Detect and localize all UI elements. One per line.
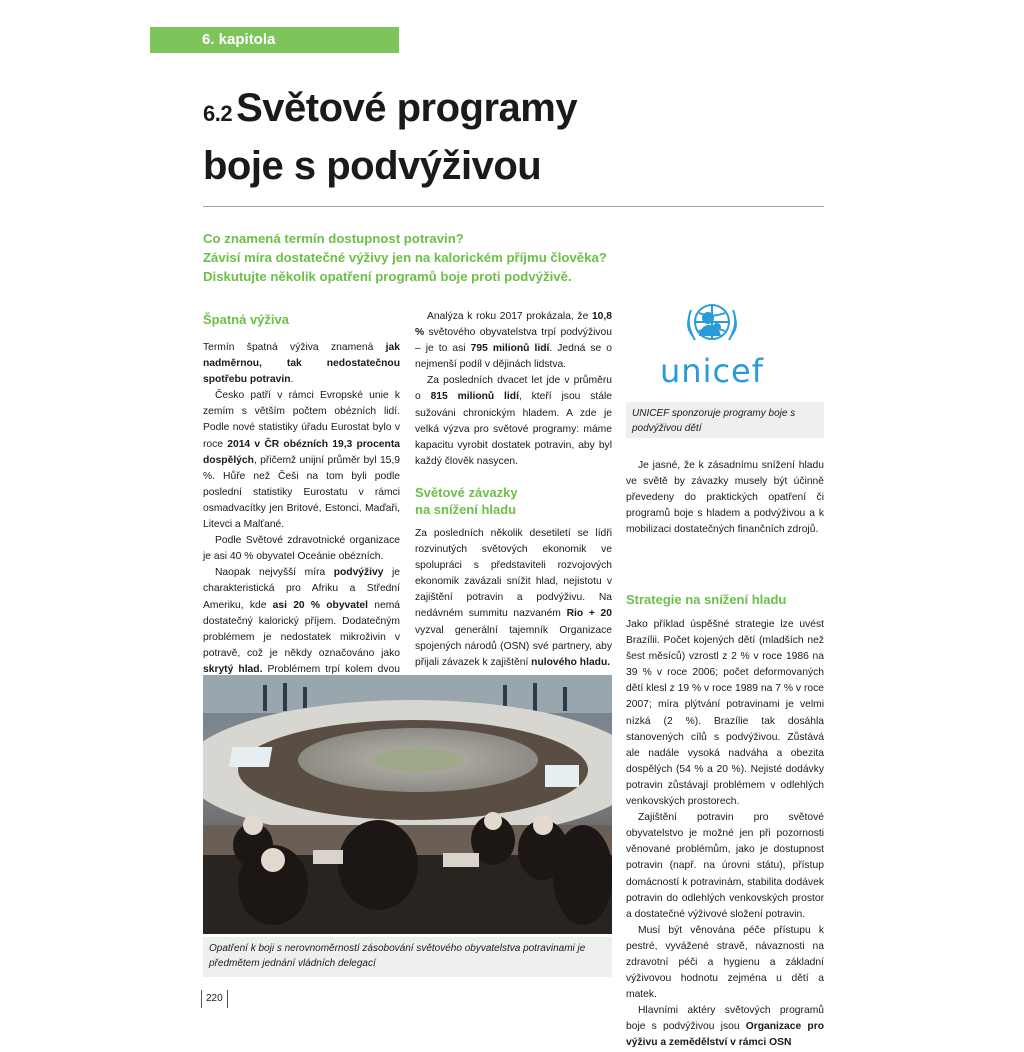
column-2: [415, 309, 612, 671]
paragraph: Termín špatná výživa znamená jak nadměrnou, tak nedostatečnou spotřebu potravin.: [203, 342, 400, 386]
page-number: 220: [201, 990, 228, 1008]
section-heading-malnutrition: Špatná výživa: [203, 312, 289, 327]
chapter-label: 6. kapitola: [150, 27, 399, 53]
unicef-globe-icon: [681, 296, 743, 354]
page-title: [203, 82, 843, 193]
section-heading-commitments: Světové závazky na snížení hladu: [415, 484, 518, 517]
unicef-wordmark: unicef: [660, 352, 764, 390]
unicef-figure: [626, 290, 824, 440]
discussion-questions: [203, 229, 824, 286]
section-number: 6.2: [203, 101, 233, 126]
title-line-1: Světové programy: [236, 86, 578, 130]
unicef-caption: UNICEF sponzoruje programy boje s podvýživou dětí: [626, 402, 824, 438]
paragraph: Česko patří v rámci Evropské unie k zemím s větším počtem obézních lidí. Podle nové statistiky úřadu Eurostat bylo v roce 2014 v ČR obézních 19,3 procenta dospělých, přičemž unijní průměr byl 15,9 %. Hůře než Češi na tom byli podle poslední statistiky Eurostatu v rámci osmadvacítky jen Britové, Estonci, Maďaři, Litevci a Malťané.: [203, 390, 400, 531]
paragraph: Jako příklad úspěšné strategie lze uvést Brazílii. Počet kojených dětí (mladších než šest měsíců) vzrostl z 2 % v roce 1986 na 39 % v roce 2006; počet deformovaných dětí klesl z 19 % v roce 1989 na 7 % v roce 2007; míra plýtvání potravinami je velmi nízká (2 %). Brazílie tak dosáhla stanovených cílů s podvýživou. Zůstává ale nadále vysoká nadváha a obezita dospělých (54 % a 20 %). Nejisté dodávky potravin zůstávají problémem v odlehlých venkovských prostorech.: [626, 619, 824, 808]
paragraph: Je jasné, že k zásadnímu snížení hladu ve světě by závazky musely být účinně převedeny do praktických opatření či programů boje s hladem a podvýživou a k mobilizaci dostatečných finančních zdrojů.: [626, 460, 824, 536]
question-3: Diskutujte několik opatření programů boje proti podvýživě.: [203, 269, 572, 284]
paragraph: Za posledních několik desetiletí se lídři rozvinutých světových ekonomik ve spolupráci s představiteli rozvojových ekonomik zavázali snížit hlad, nejistotu v zajištění potravin a podvýživu. Na nedávném summitu nazvaném Rio + 20 vyzval generální tajemník Organizace spojených národů (OSN) své partnery, aby přijali závazek k zajištění nulového hladu.: [415, 527, 612, 668]
column-1: [203, 311, 400, 694]
paragraph: Musí být věnována péče přístupu k pestré, vyvážené stravě, návaznosti na zdravotní péči a hygienu a základní výživovou hodnotu zejména u dětí a matek.: [626, 924, 824, 1001]
paragraph: Podle Světové zdravotnické organizace je asi 40 % obyvatel Oceánie obézních.: [203, 535, 400, 563]
paragraph: Naopak nejvyšší míra podvýživy je charakteristická pro Afriku a Střední Ameriku, kde asi 20 % obyvatel nemá dostatečný kalorický příjem. Dodatečným problémem je nedostatek mikroživin v potravě, což je někdy označováno jako skrytý hlad. Problémem trpí kolem dvou: [203, 567, 401, 675]
paragraph: Hlavními aktéry světových programů boje s podvýživou jsou Organizace pro výživu a zemědělství v rámci OSN: [626, 1005, 824, 1049]
photo-caption: Opatření k boji s nerovnoměrností zásobování světového obyvatelstva potravinami je předmětem jednání vládních delegací: [203, 937, 612, 977]
title-line-2: boje s podvýživou: [203, 144, 542, 188]
question-1: Co znamená termín dostupnost potravin?: [203, 231, 464, 246]
column-3: [626, 591, 824, 1052]
conference-photo: [203, 675, 612, 934]
paragraph: Zajištění potravin pro světové obyvatelstvo je možné jen při pozornosti věnované problémům, jako je dostupnost potravin (např. na úrovni státu), přístup domácností k potravinám, stabilita dodávek potravin do odlehlých venkovských prostor a dostatečné výživové složení potravin.: [626, 812, 824, 920]
paragraph: Za posledních dvacet let jde v průměru o 815 milionů lidí, kteří jsou stále sužováni chronickým hladem. A zde je velká výzva pro světové programy: máme kapacitu vyrobit dostatek potravin, aby byl každý člověk nasycen.: [415, 375, 612, 467]
divider: [203, 206, 824, 207]
section-heading-strategy: Strategie na snížení hladu: [626, 592, 787, 607]
question-2: Závisí míra dostatečné výživy jen na kalorickém příjmu člověka?: [203, 250, 607, 265]
column-3-intro: [626, 458, 824, 538]
paragraph: Analýza k roku 2017 prokázala, že 10,8 % světového obyvatelstva trpí podvýživou – je to asi 795 milionů lidí. Jedná se o nejmenší podíl v dějinách lidstva.: [415, 311, 612, 371]
conference-image: [203, 675, 612, 934]
